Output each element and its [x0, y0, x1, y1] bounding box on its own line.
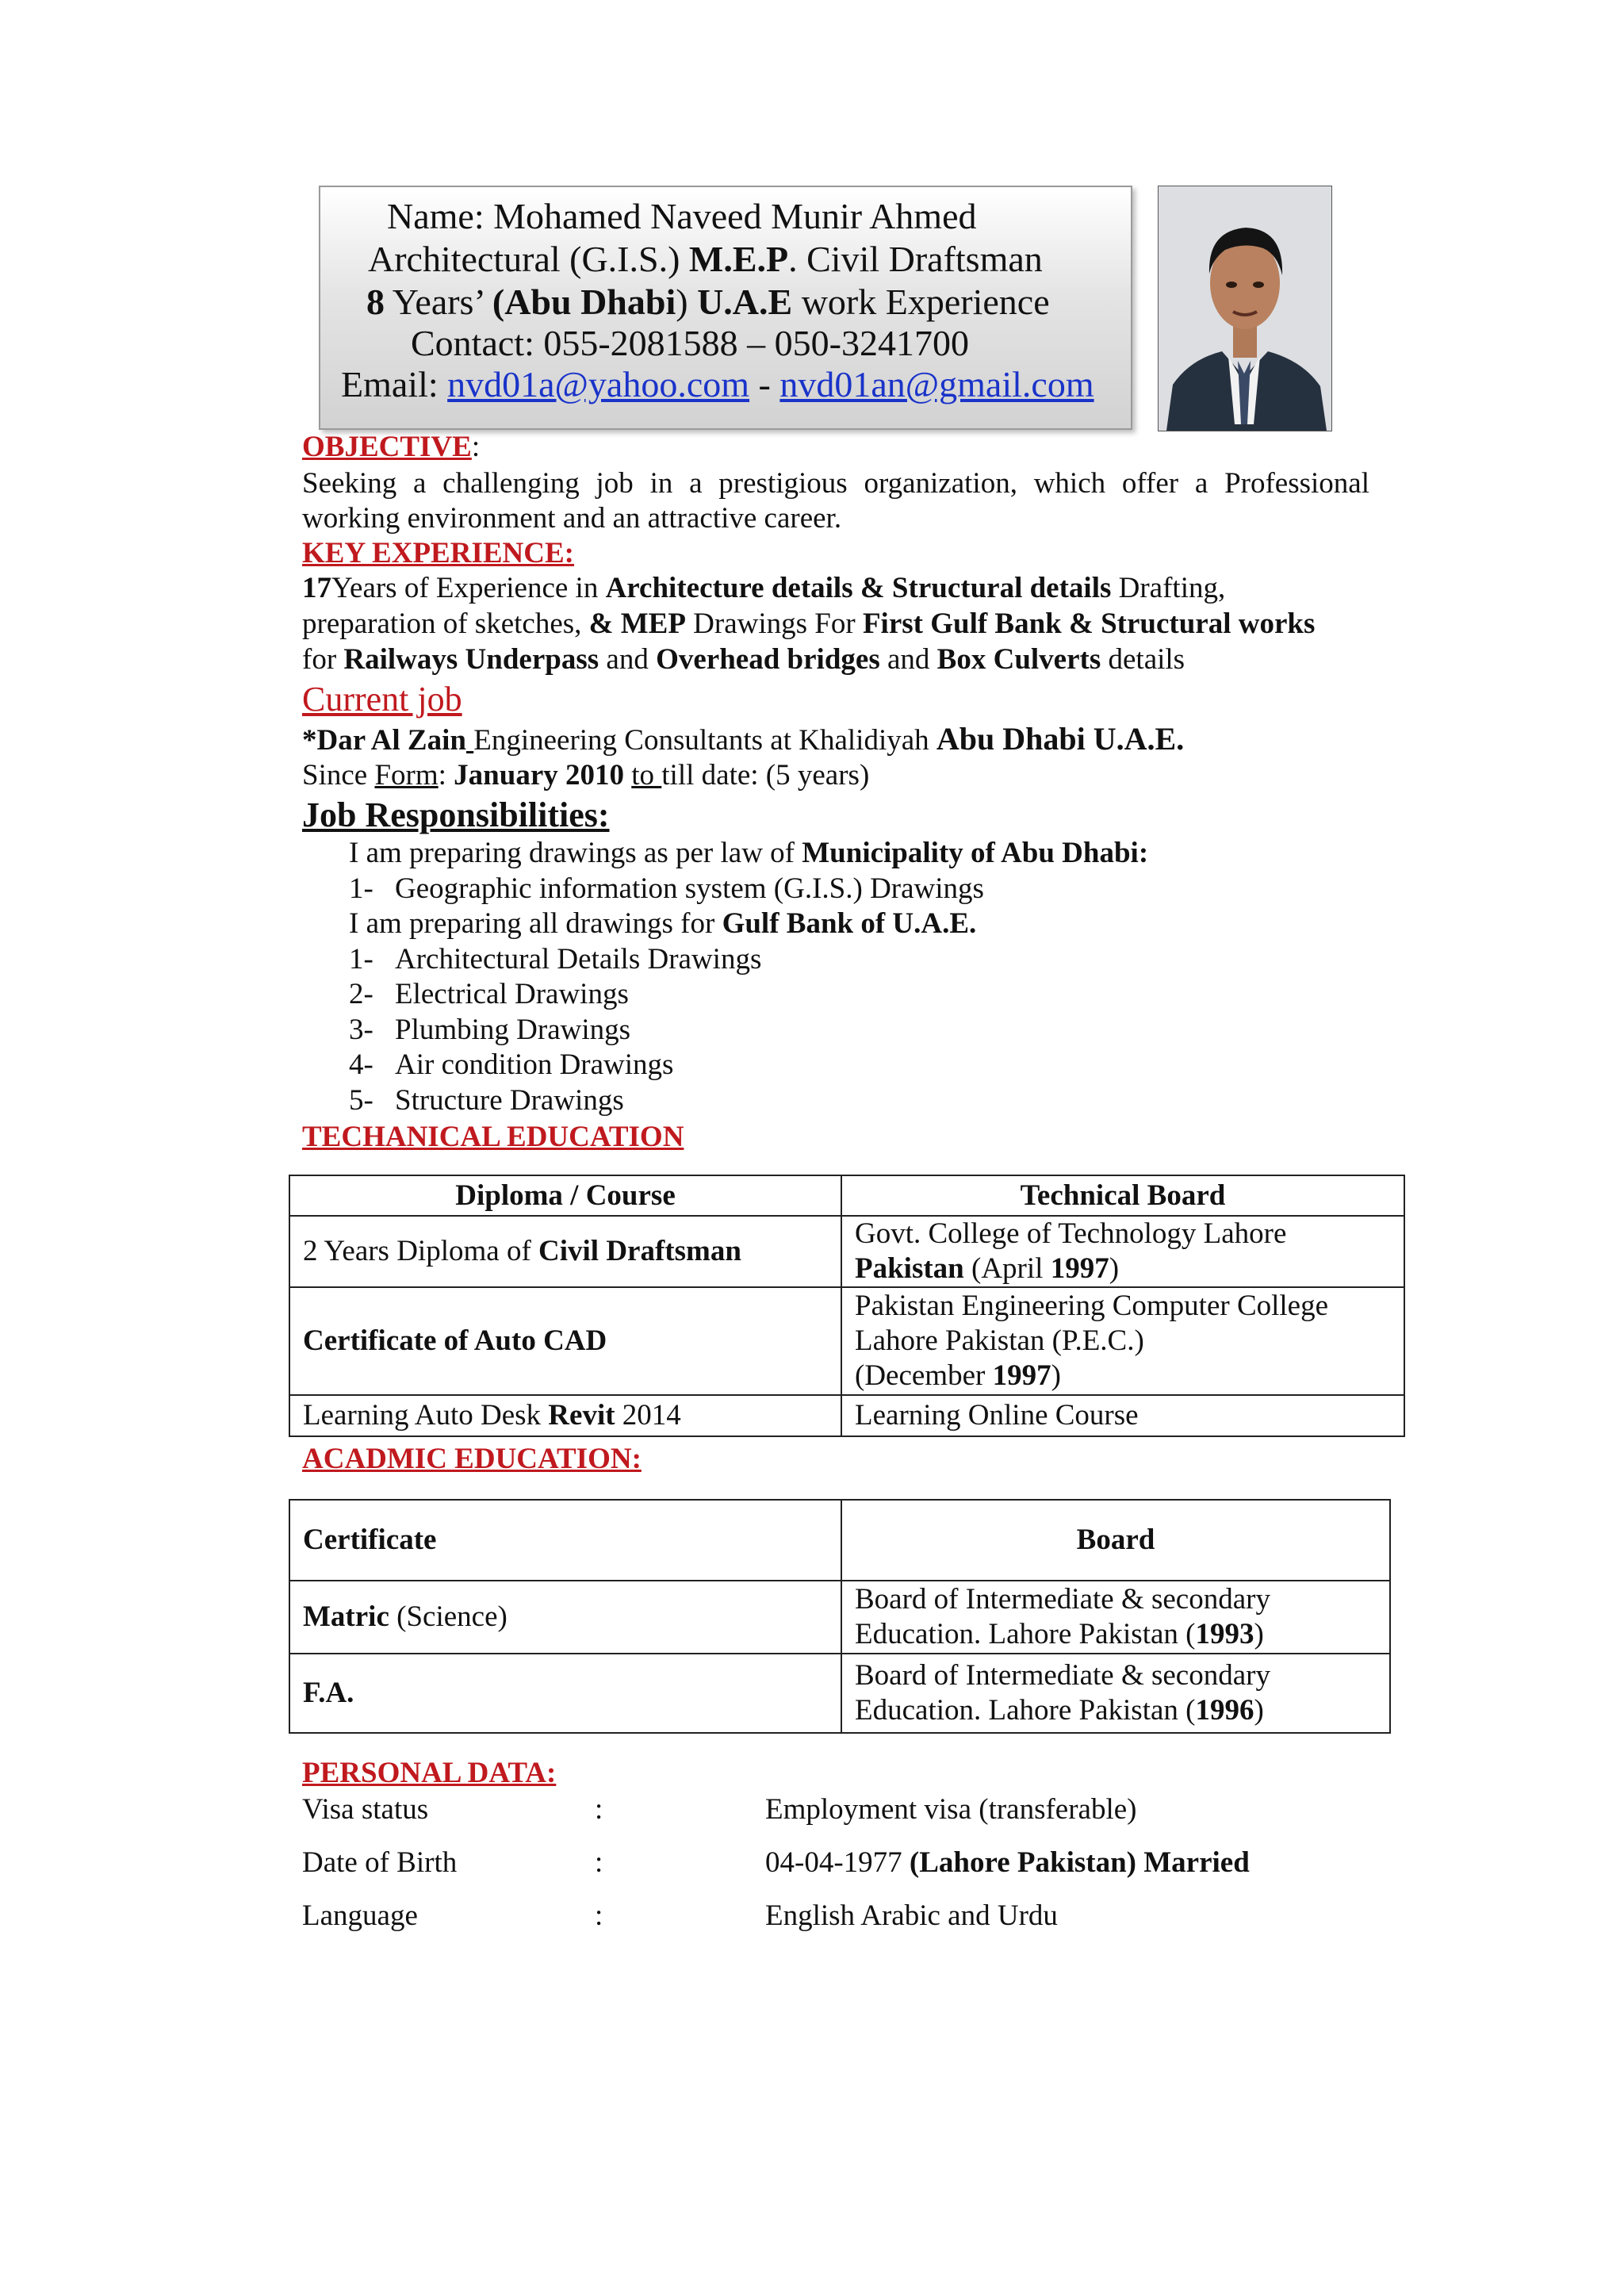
table-cell: Board of Intermediate & secondary Education. Lahore Pakistan (1993): [841, 1581, 1390, 1654]
list-item: 1-: [349, 943, 373, 976]
key-experience-line-3: for Railways Underpass and Overhead bridges and Box Culverts details: [302, 643, 1185, 676]
header-email: Email: nvd01a@yahoo.com - nvd01an@gmail.com: [341, 364, 1094, 404]
list-item: 2-: [349, 978, 373, 1010]
personal-data-label: Date of Birth: [302, 1846, 458, 1879]
academic-education-table: [289, 1499, 1391, 1734]
profile-photo: [1158, 186, 1332, 431]
objective-line-1: Seeking a challenging job in a prestigious organization, which offer a Professional: [302, 467, 1369, 500]
personal-data-separator: :: [595, 1846, 603, 1879]
responsibilities-intro-2: I am preparing all drawings for Gulf Bank of U.A.E.: [349, 907, 977, 940]
table-row: [289, 1216, 1404, 1287]
table-row: [289, 1581, 1390, 1654]
personal-data-value: 04-04-1977 (Lahore Pakistan) Married: [765, 1846, 1250, 1879]
responsibilities-heading: Job Responsibilities:: [302, 795, 610, 834]
table-cell: F.A.: [289, 1654, 841, 1733]
table-row: [289, 1654, 1390, 1733]
list-item-text: Architectural Details Drawings: [395, 943, 762, 976]
table-cell: Learning Auto Desk Revit 2014: [289, 1395, 841, 1436]
table-header-cell: Diploma / Course: [289, 1175, 841, 1216]
table-cell: Matric (Science): [289, 1581, 841, 1654]
responsibilities-gis-item: 1-: [349, 872, 373, 905]
header-title: Architectural (G.I.S.) M.E.P. Civil Draftsman: [368, 239, 1043, 279]
portrait-illustration: [1159, 186, 1331, 431]
responsibilities-gis-text: Geographic information system (G.I.S.) Drawings: [395, 872, 984, 905]
table-header-cell: Board: [841, 1500, 1390, 1581]
list-item-text: Air condition Drawings: [395, 1048, 674, 1081]
email-link-yahoo[interactable]: nvd01a@yahoo.com: [447, 364, 750, 404]
objective-heading: OBJECTIVE:: [302, 431, 481, 463]
table-cell: Learning Online Course: [841, 1395, 1404, 1436]
personal-data-separator: :: [595, 1899, 603, 1932]
table-row: [289, 1395, 1404, 1436]
personal-data-value: Employment visa (transferable): [765, 1793, 1137, 1826]
table-cell: 2 Years Diploma of Civil Draftsman: [289, 1216, 841, 1287]
table-cell: Govt. College of Technology Lahore Pakistan (April 1997): [841, 1216, 1404, 1287]
table-cell: Certificate of Auto CAD: [289, 1287, 841, 1395]
table-header-cell: Certificate: [289, 1500, 841, 1581]
objective-line-2: working environment and an attractive career.: [302, 502, 842, 535]
header-contact: Contact: 055-2081588 – 050-3241700: [411, 323, 969, 363]
table-cell: Board of Intermediate & secondary Education. Lahore Pakistan (1996): [841, 1654, 1390, 1733]
table-row: [289, 1287, 1404, 1395]
table-header-cell: Technical Board: [841, 1175, 1404, 1216]
list-item: 3-: [349, 1014, 373, 1046]
list-item-text: Electrical Drawings: [395, 978, 629, 1010]
header-name: Name: Mohamed Naveed Munir Ahmed: [387, 196, 977, 236]
list-item: 4-: [349, 1048, 373, 1081]
technical-education-table: [289, 1175, 1405, 1437]
technical-education-heading: TECHANICAL EDUCATION: [302, 1121, 684, 1153]
list-item-text: Plumbing Drawings: [395, 1014, 631, 1046]
current-job-heading: Current job: [302, 680, 462, 719]
key-experience-line-2: preparation of sketches, & MEP Drawings For First Gulf Bank & Structural works: [302, 608, 1316, 640]
personal-data-separator: :: [595, 1793, 603, 1826]
table-cell: Pakistan Engineering Computer College Lahore Pakistan (P.E.C.) (December 1997): [841, 1287, 1404, 1395]
key-experience-line-1: 17Years of Experience in Architecture details & Structural details Drafting,: [302, 572, 1226, 604]
responsibilities-intro-1: I am preparing drawings as per law of Municipality of Abu Dhabi:: [349, 837, 1149, 869]
personal-data-heading: PERSONAL DATA:: [302, 1757, 557, 1789]
header-box: [319, 186, 1132, 430]
list-item: 5-: [349, 1084, 373, 1117]
academic-education-heading: ACADMIC EDUCATION:: [302, 1443, 642, 1475]
table-header-row: [289, 1500, 1390, 1581]
personal-data-label: Visa status: [302, 1793, 429, 1826]
table-header-row: [289, 1175, 1404, 1216]
current-job-company: *Dar Al Zain Engineering Consultants at Khalidiyah Abu Dhabi U.A.E.: [302, 721, 1185, 757]
list-item-text: Structure Drawings: [395, 1084, 624, 1117]
email-link-gmail[interactable]: nvd01an@gmail.com: [779, 364, 1094, 404]
current-job-since: Since Form: January 2010 to till date: (5 years): [302, 759, 870, 792]
personal-data-label: Language: [302, 1899, 418, 1932]
key-experience-heading: KEY EXPERIENCE:: [302, 537, 574, 569]
header-experience: 8 Years’ (Abu Dhabi) U.A.E work Experience: [366, 282, 1050, 322]
personal-data-value: English Arabic and Urdu: [765, 1899, 1058, 1932]
